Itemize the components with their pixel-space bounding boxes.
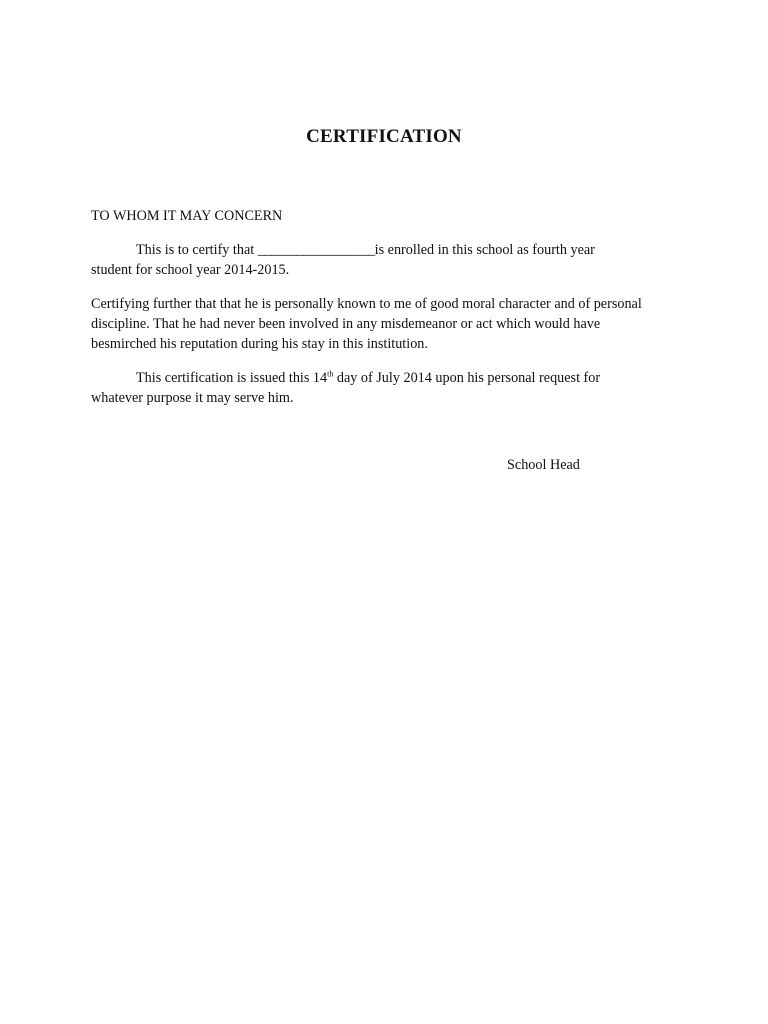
character-text-line2: discipline. That he had never been involved in any misdemeanor or act which would have bbox=[91, 316, 601, 332]
paragraph-enrollment bbox=[91, 240, 691, 280]
paragraph-character bbox=[91, 294, 691, 354]
salutation: TO WHOM IT MAY CONCERN bbox=[91, 208, 283, 224]
enrollment-text-end: is enrolled in this school as fourth year bbox=[374, 242, 595, 258]
issuance-text-line2: whatever purpose it may serve him. bbox=[91, 390, 294, 406]
issuance-text-end: day of July 2014 upon his personal request for bbox=[333, 370, 601, 386]
character-text-line3: besmirched his reputation during his stay in this institution. bbox=[91, 336, 428, 352]
document-title: CERTIFICATION bbox=[306, 126, 462, 147]
ordinal-suffix: th bbox=[327, 369, 334, 379]
character-text-line1: Certifying further that that he is personally known to me of good moral character and of personal bbox=[91, 296, 642, 312]
signature-title: School Head bbox=[507, 457, 580, 473]
paragraph-issuance bbox=[91, 368, 691, 408]
enrollment-text-line2: student for school year 2014-2015. bbox=[91, 262, 290, 278]
enrollment-text-start: This is to certify that bbox=[136, 242, 258, 258]
issuance-text-start: This certification is issued this 14 bbox=[136, 370, 328, 386]
student-name-blank: __________________ bbox=[257, 242, 375, 258]
